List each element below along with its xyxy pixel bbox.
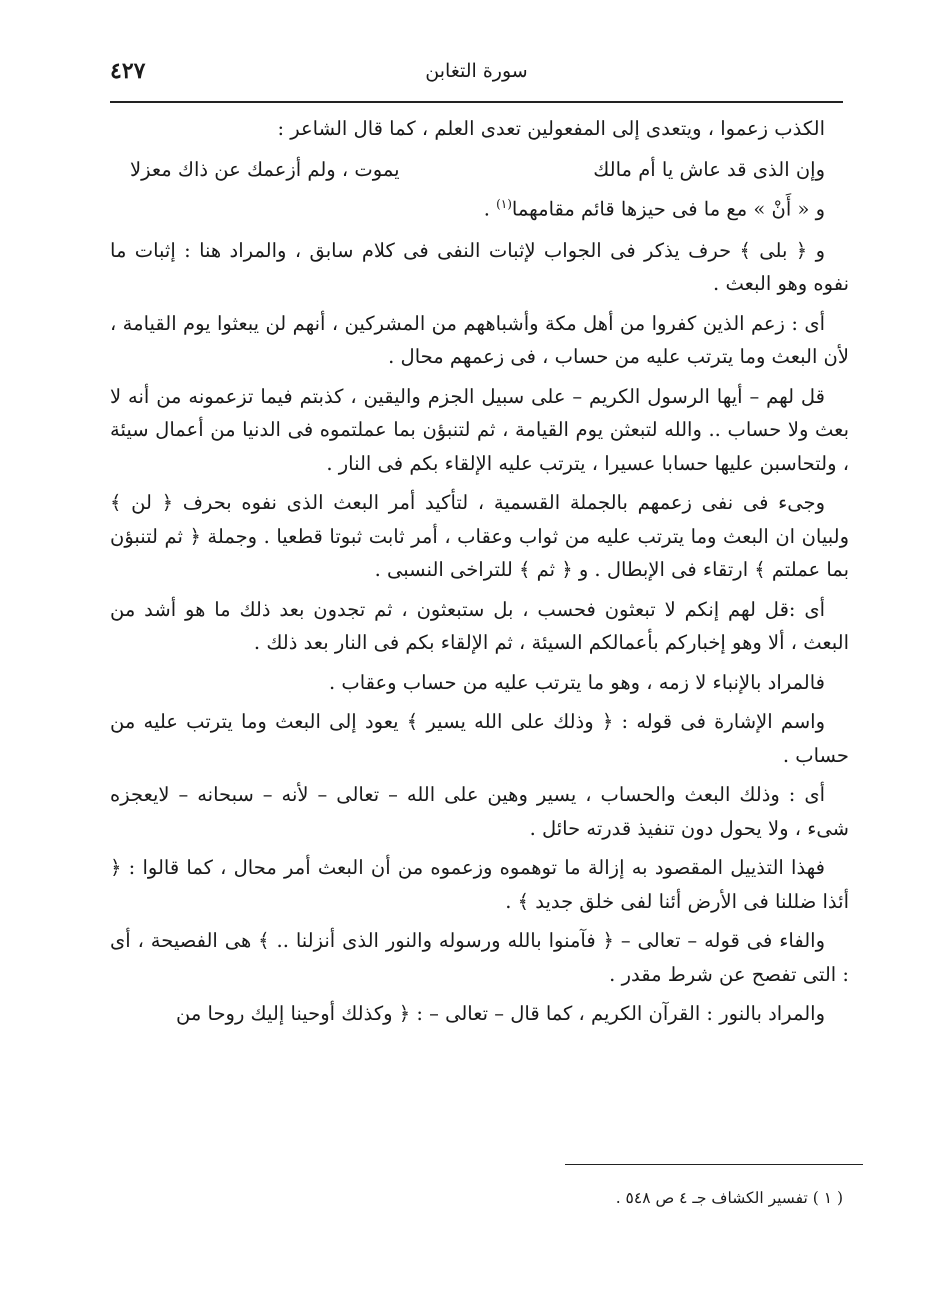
paragraph: وجىء فى نفى زعمهم بالجملة القسمية ، لتأكيد أمر البعث الذى نفوه بحرف ﴿ لن ﴾ ولبيان ان البعث وما يترتب عليه من ثواب وعقاب ، أمر ثابت ثبوتا قطعيا . وجملة ﴿ ثم لتنبؤن بما عملتم ﴾ ارتقاء فى الإبطال . و ﴿ ثم ﴾ للتراخى النسبى . <box>110 491 849 581</box>
paragraph: والفاء فى قوله – تعالى – ﴿ فآمنوا بالله ورسوله والنور الذى أنزلنا .. ﴾ هى الفصيحة ، أى : التى تفصح عن شرط مقدر . <box>110 929 849 986</box>
footnote-rule <box>565 1164 863 1165</box>
poetry-verse <box>130 152 825 188</box>
page-header <box>110 58 843 94</box>
paragraph: و ﴿ بلى ﴾ حرف يذكر فى الجواب لإثبات النفى فى كلام سابق ، والمراد هنا : إثبات ما نفوه وهو البعث . <box>110 238 849 295</box>
main-text <box>110 112 849 1152</box>
paragraph: والمراد بالنور : القرآن الكريم ، كما قال – تعالى – : ﴿ وكذلك أوحينا إليك روحا من <box>176 1002 825 1025</box>
paragraph: الكذب زعموا ، ويتعدى إلى المفعولين تعدى العلم ، كما قال الشاعر : <box>277 117 825 140</box>
paragraph: قل لهم – أيها الرسول الكريم – على سبيل الجزم واليقين ، كذبتم فيما تزعمونه من أنه لا بعث ولا حساب .. والله لتبعثن يوم القيامة ، ثم لتنبؤن بما عملتموه فى الدنيا من أعمال سيئة ، ولتحاسبن عليها حسابا عسيرا ، يترتب عليه الإلقاء بكم فى النار . <box>110 384 849 475</box>
paragraph-end: . <box>483 197 497 220</box>
footnote-marker: (١) <box>496 196 512 211</box>
paragraph: فهذا التذييل المقصود به إزالة ما توهموه وزعموه من أن البعث أمر محال ، كما قالوا : ﴿ أئذا ضللنا فى الأرض أئنا لفى خلق جديد ﴾ . <box>110 856 849 913</box>
paragraph: أى :قل لهم إنكم لا تبعثون فحسب ، بل ستبعثون ، ثم تجدون بعد ذلك ما هو أشد من البعث ، ألا وهو إخباركم بأعمالكم السيئة ، ثم الإلقاء بكم فى النار بعد ذلك . <box>110 597 849 654</box>
footnote: ( ١ ) تفسير الكشاف جـ ٤ ص ٥٤٨ . <box>615 1189 843 1207</box>
paragraph: واسم الإشارة فى قوله : ﴿ وذلك على الله يسير ﴾ يعود إلى البعث وما يترتب عليه من حساب . <box>110 710 849 767</box>
header-rule <box>110 101 843 103</box>
paragraph: أى : وذلك البعث والحساب ، يسير وهين على الله – تعالى – لأنه – سبحانه – لايعجزه شىء ، ولا يحول دون تنفيذ قدرته حائل . <box>110 783 849 840</box>
page-number: ٤٢٧ <box>110 58 146 84</box>
verse-first-hemistich: وإن الذى قد عاش يا أم مالك <box>593 157 825 181</box>
paragraph-text: و « أَنْ » مع ما فى حيزها قائم مقامهما <box>511 197 825 220</box>
verse-second-hemistich: يموت ، ولم أزعمك عن ذاك معزلا <box>130 157 400 181</box>
paragraph: أى : زعم الذين كفروا من أهل مكة وأشباههم من المشركين ، أنهم لن يبعثوا يوم القيامة ، لأن البعث وما يترتب عليه من حساب ، فى زعمهم محال . <box>110 311 849 368</box>
paragraph: فالمراد بالإنباء لا زمه ، وهو ما يترتب عليه من حساب وعقاب . <box>328 670 825 694</box>
paragraph <box>110 188 849 226</box>
running-title: سورة التغابن <box>425 60 528 82</box>
